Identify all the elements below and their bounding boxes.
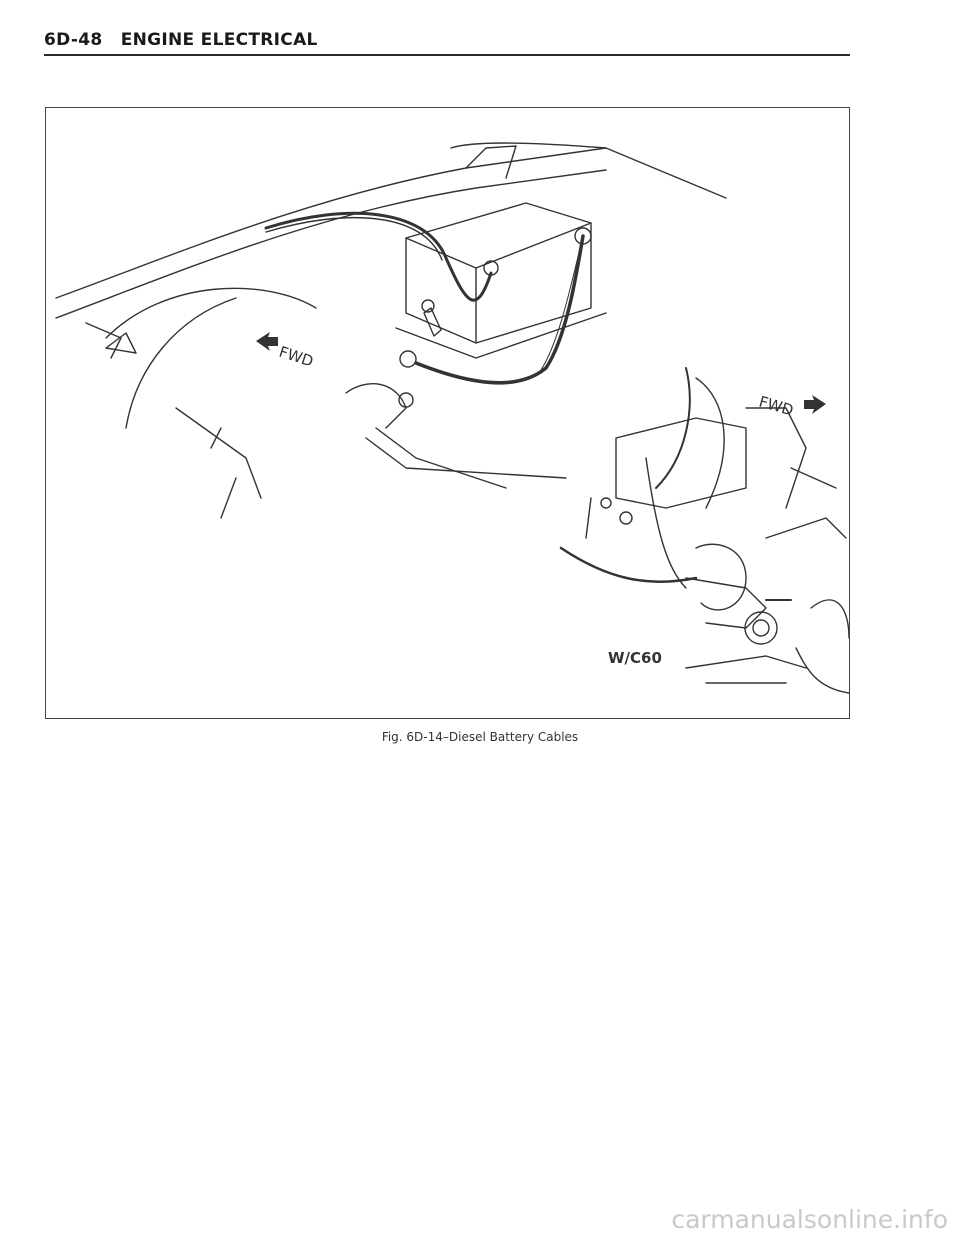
battery-box [406,203,591,343]
section-number: 6D-48 [44,30,103,50]
starter-assembly [696,544,746,610]
cable-harness [266,213,491,300]
battery-cable-drawing [46,108,849,718]
fwd-arrow-left-icon [256,332,278,351]
figure-illustration [45,107,850,719]
fwd-label-left: FWD [276,342,316,371]
fwd-arrow-right-icon [804,395,826,414]
fwd-label-right: FWD [756,392,796,420]
variant-label: W/C60 [608,649,662,667]
section-title: ENGINE ELECTRICAL [120,30,318,50]
page-header [44,30,850,56]
figure-caption: Fig. 6D-14–Diesel Battery Cables [381,730,579,744]
watermark: carmanualsonline.info [671,1205,948,1234]
